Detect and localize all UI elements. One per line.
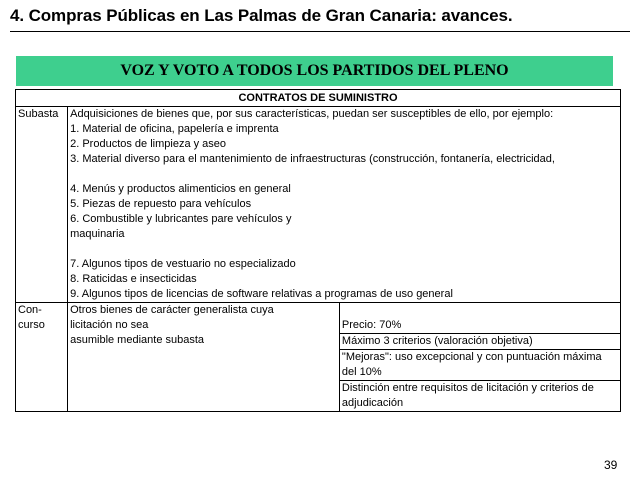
concurso-label-line: curso (18, 319, 45, 331)
subasta-row (16, 107, 621, 303)
concurso-desc-line: Otros bienes de carácter generalista cuya (70, 304, 274, 316)
concurso-row (16, 303, 621, 412)
subasta-intro: Adquisiciones de bienes que, por sus características, puedan ser susceptibles de ello, por ejemplo: (70, 108, 554, 120)
slide-title: 4. Compras Públicas en Las Palmas de Gran Canaria: avances. (10, 6, 513, 25)
subasta-description (68, 107, 621, 303)
table-header: CONTRATOS DE SUMINISTRO (16, 90, 621, 107)
subasta-label: Subasta (16, 107, 68, 303)
criteria-item: "Mejoras": uso excepcional y con puntuación máxima del 10% (340, 350, 620, 381)
title-divider (10, 31, 630, 32)
banner (16, 56, 613, 86)
list-item: 6. Combustible y lubricantes pare vehículos y (70, 213, 292, 225)
concurso-desc-line: licitación no sea (70, 319, 149, 331)
list-item: 8. Raticidas e insecticidas (70, 273, 197, 285)
table-header-row (16, 90, 621, 107)
list-spacer (70, 242, 618, 257)
criteria-item: Distinción entre requisitos de licitación y criterios de adjudicación (341, 382, 594, 409)
list-item: 2. Productos de limpieza y aseo (70, 138, 227, 150)
concurso-label (16, 303, 68, 412)
list-spacer (70, 167, 618, 182)
supply-contracts-table (15, 89, 621, 412)
concurso-criteria (339, 303, 620, 412)
concurso-desc-line: asumible mediante subasta (70, 334, 205, 346)
list-item: maquinaria (70, 228, 125, 240)
list-item: 9. Algunos tipos de licencias de software relativas a programas de uso general (70, 288, 453, 300)
criteria-item: Precio: 70% (340, 303, 620, 334)
banner-text: VOZ Y VOTO A TODOS LOS PARTIDOS DEL PLENO (120, 62, 509, 79)
list-item: 3. Material diverso para el mantenimiento de infraestructuras (construcción, fontanería, electricidad, (70, 153, 555, 165)
page-number: 39 (604, 458, 618, 472)
list-item: 4. Menús y productos alimenticios en general (70, 183, 291, 195)
list-item: 1. Material de oficina, papelería e imprenta (70, 123, 279, 135)
criteria-item: Máximo 3 criterios (valoración objetiva) (340, 334, 620, 350)
list-item: 7. Algunos tipos de vestuario no especializado (70, 258, 296, 270)
concurso-description (68, 303, 340, 412)
list-item: 5. Piezas de repuesto para vehículos (70, 198, 252, 210)
concurso-label-line: Con- (18, 304, 42, 316)
